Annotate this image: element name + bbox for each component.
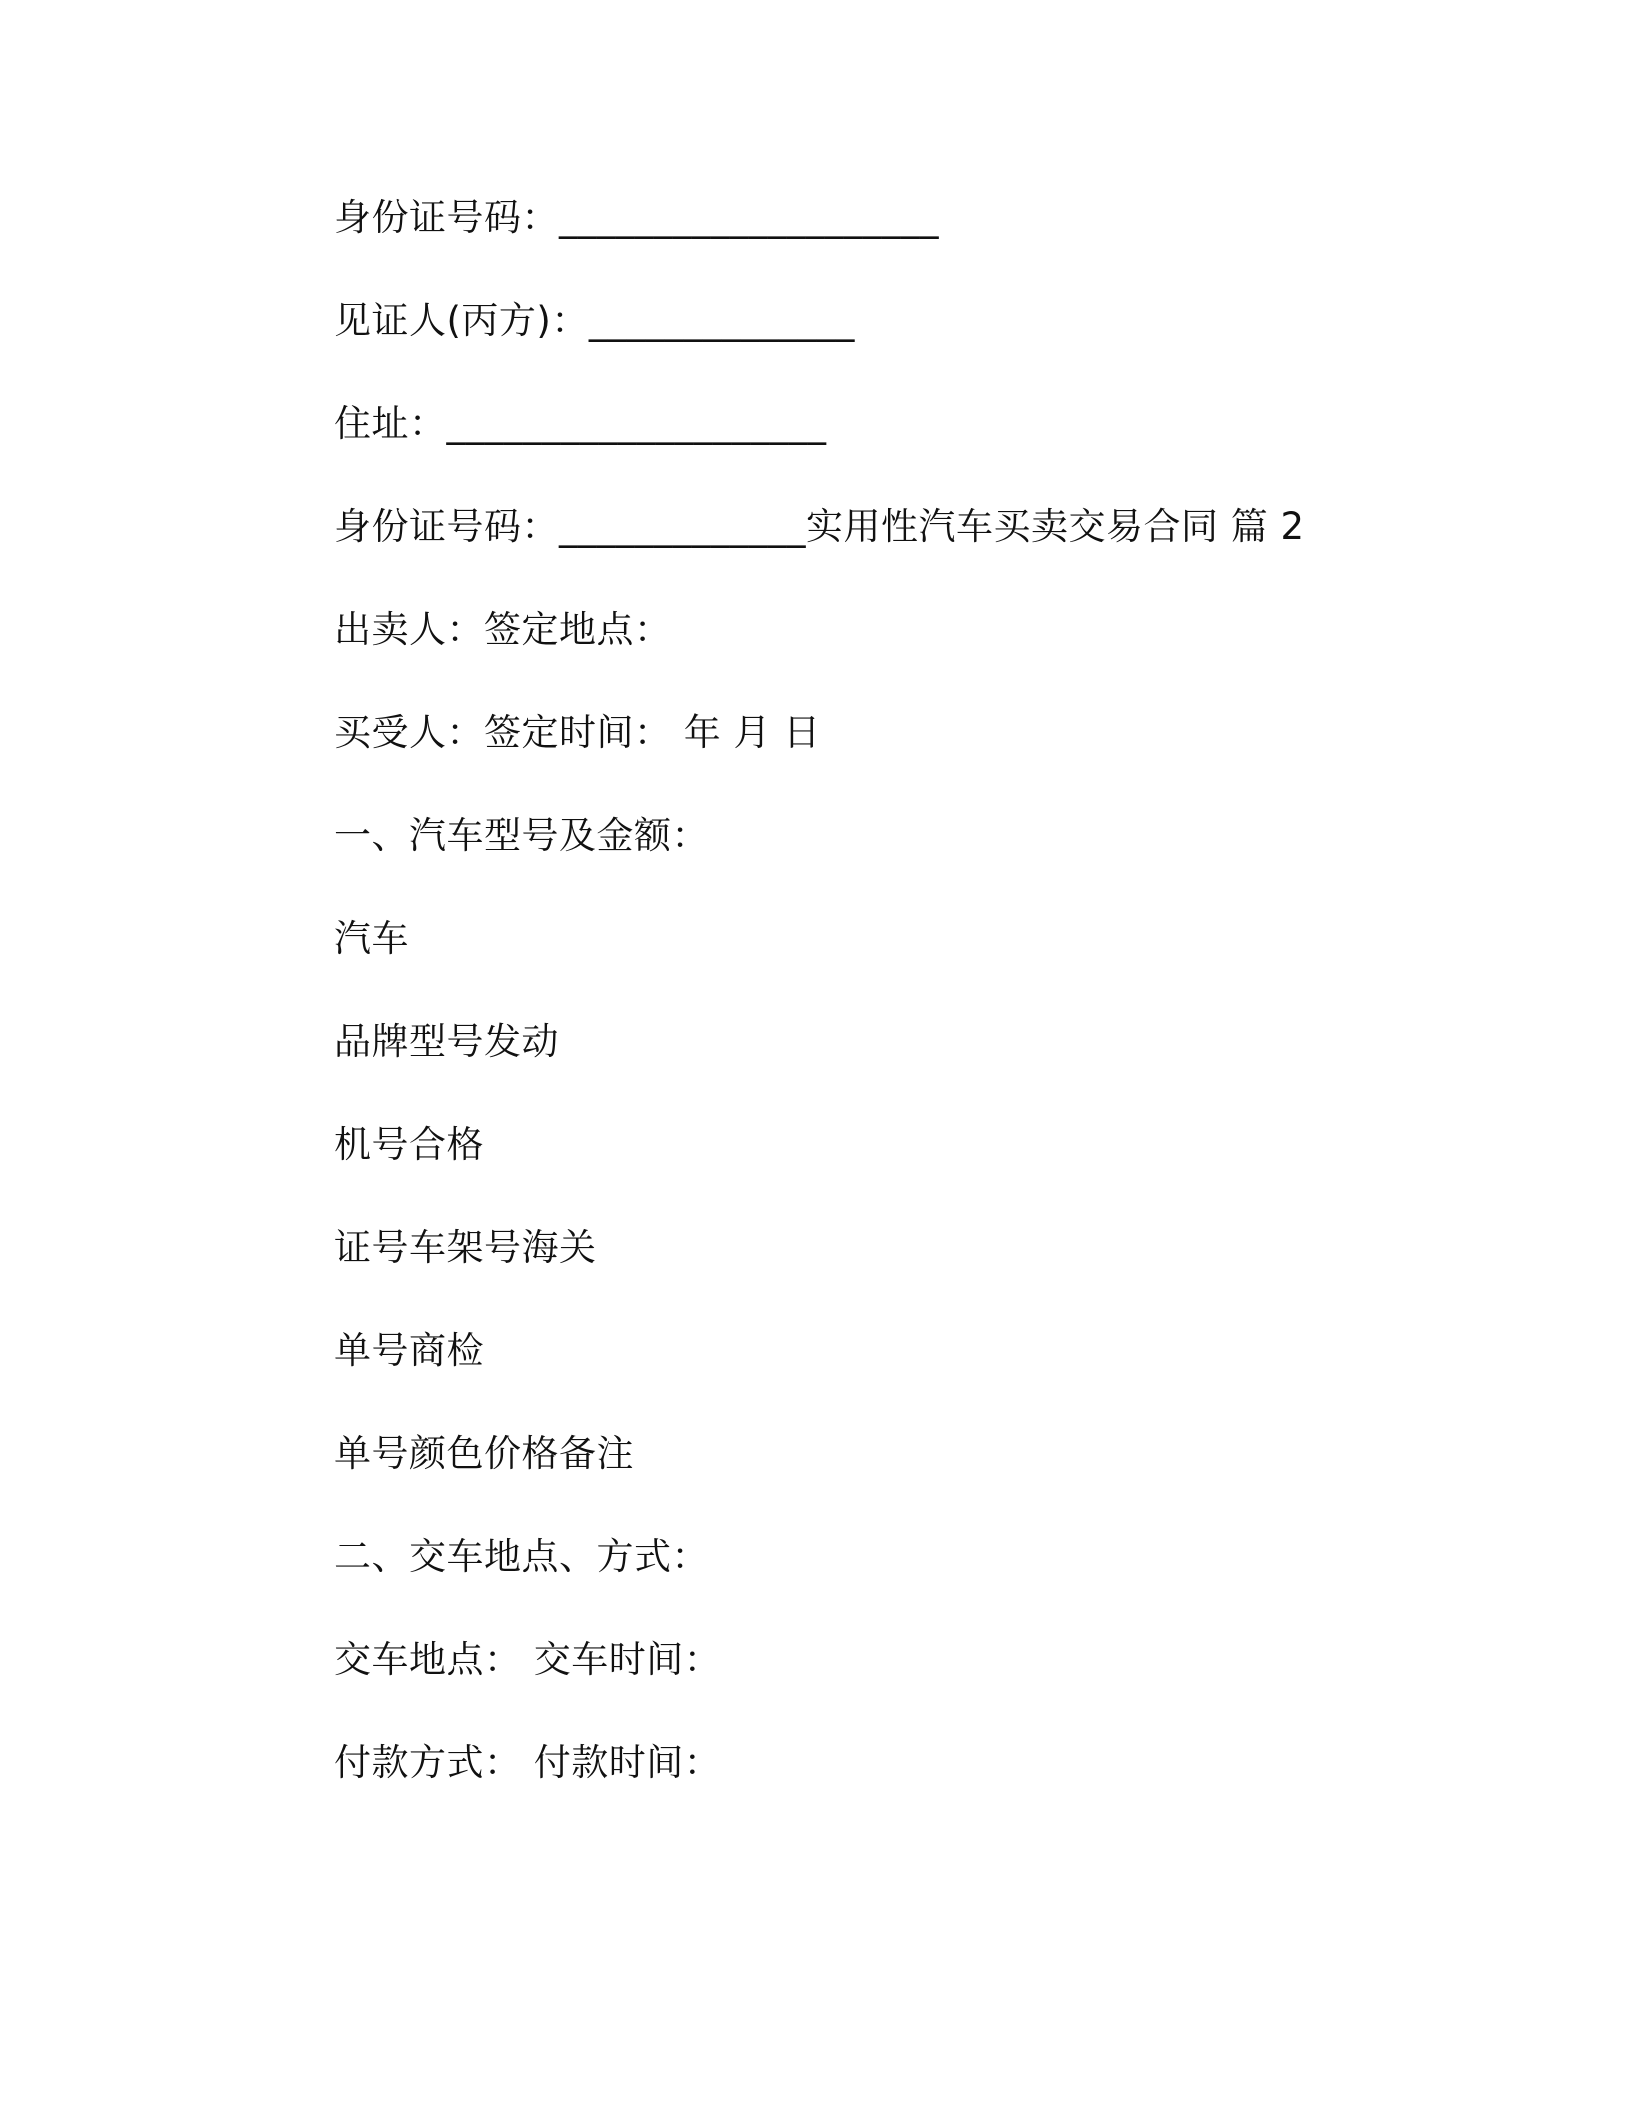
id-number-line-1: 身份证号码：____________________	[334, 196, 939, 239]
table-text-cert: 证号车架号海关	[334, 1226, 597, 1269]
table-text-brand: 品牌型号发动	[334, 1020, 559, 1063]
table-text-engine: 机号合格	[334, 1123, 484, 1166]
address-line: 住址：____________________	[334, 402, 827, 445]
table-text-inspection: 单号商检	[334, 1329, 484, 1372]
section-1-heading: 一、汽车型号及金额：	[334, 814, 709, 857]
witness-line: 见证人(丙方)：______________	[334, 299, 855, 342]
payment-line: 付款方式： 付款时间：	[334, 1741, 722, 1784]
delivery-line: 交车地点： 交车时间：	[334, 1638, 722, 1681]
id-number-line-2: 身份证号码：_____________实用性汽车买卖交易合同 篇 2	[334, 505, 1305, 548]
seller-line: 出卖人：签定地点：	[334, 608, 672, 651]
table-text-car: 汽车	[334, 917, 409, 960]
buyer-line: 买受人：签定时间： 年 月 日	[334, 711, 821, 754]
section-2-heading: 二、交车地点、方式：	[334, 1535, 709, 1578]
table-text-remarks: 单号颜色价格备注	[334, 1432, 634, 1475]
